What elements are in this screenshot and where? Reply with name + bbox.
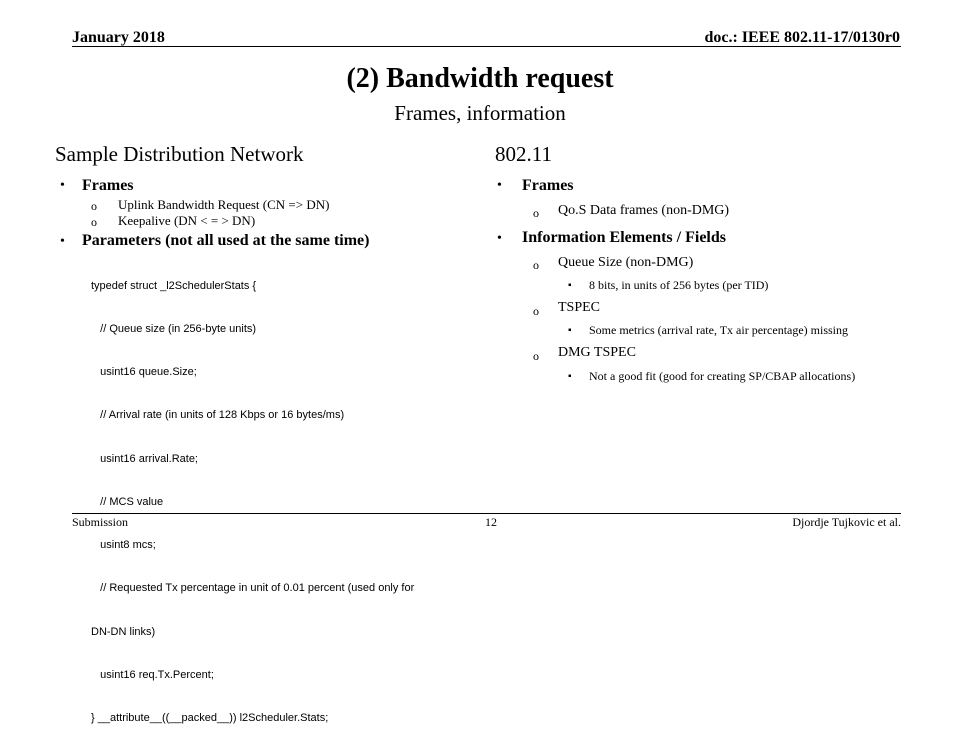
square-bullet-icon: ▪: [568, 325, 572, 336]
code-line: // Arrival rate (in units of 128 Kbps or 16 bytes/ms): [91, 409, 345, 422]
code-line: typedef struct _l2SchedulerStats {: [91, 279, 257, 292]
circle-bullet-icon: o: [91, 215, 97, 229]
code-line: // MCS value: [91, 495, 164, 508]
bullet-icon: •: [497, 178, 502, 193]
circle-bullet-icon: o: [533, 349, 539, 363]
right-ie-label: Information Elements / Fields: [522, 229, 726, 246]
circle-bullet-icon: o: [533, 304, 539, 318]
header-rule: [72, 46, 901, 47]
code-line: // Queue size (in 256-byte units): [91, 323, 257, 336]
footer-rule: [72, 513, 901, 514]
square-bullet-icon: ▪: [568, 280, 572, 291]
bullet-icon: •: [60, 234, 65, 249]
code-line: usint16 queue.Size;: [91, 366, 197, 379]
bullet-icon: •: [60, 178, 65, 193]
square-bullet-icon: ▪: [568, 371, 572, 382]
circle-bullet-icon: o: [533, 258, 539, 272]
circle-bullet-icon: o: [533, 206, 539, 220]
right-ie-item: TSPEC: [558, 300, 601, 315]
left-parameters-label: Parameters (not all used at the same time): [82, 232, 370, 249]
code-line: usint16 arrival.Rate;: [91, 452, 198, 465]
circle-bullet-icon: o: [91, 199, 97, 213]
code-line: // Requested Tx percentage in unit of 0.01 percent (used only for: [91, 582, 415, 595]
header-doc-id: doc.: IEEE 802.11-17/0130r0: [704, 29, 900, 46]
page-number: 12: [485, 515, 497, 529]
left-column-heading: Sample Distribution Network: [55, 142, 304, 166]
code-line: } __attribute__((__packed__)) l2Scheduler.Stats;: [91, 712, 329, 724]
code-line: DN-DN links): [91, 625, 156, 638]
code-line: usint16 req.Tx.Percent;: [91, 668, 214, 681]
right-ie-subitem: 8 bits, in units of 256 bytes (per TID): [589, 278, 769, 292]
right-ie-item: DMG TSPEC: [558, 345, 636, 360]
right-ie-item: Queue Size (non-DMG): [558, 255, 694, 270]
right-frames-label: Frames: [522, 177, 574, 194]
left-frames-item: Keepalive (DN < = > DN): [118, 213, 256, 228]
footer-submission: Submission: [72, 515, 129, 529]
code-block: [91, 250, 414, 740]
code-line: usint8 mcs;: [91, 539, 156, 552]
right-ie-subitem: Some metrics (arrival rate, Tx air percentage) missing: [589, 323, 849, 337]
right-ie-subitem: Not a good fit (good for creating SP/CBAP allocations): [589, 369, 856, 383]
footer-author: Djordje Tujkovic et al.: [792, 515, 901, 529]
header-date: January 2018: [72, 29, 165, 46]
right-column-heading: 802.11: [495, 142, 552, 166]
right-frames-item: Qo.S Data frames (non-DMG): [558, 203, 730, 218]
slide-title: (2) Bandwidth request: [346, 63, 614, 94]
left-frames-item: Uplink Bandwidth Request (CN => DN): [118, 197, 330, 212]
slide-subtitle: Frames, information: [394, 101, 566, 125]
bullet-icon: •: [497, 231, 502, 246]
left-frames-label: Frames: [82, 177, 134, 194]
